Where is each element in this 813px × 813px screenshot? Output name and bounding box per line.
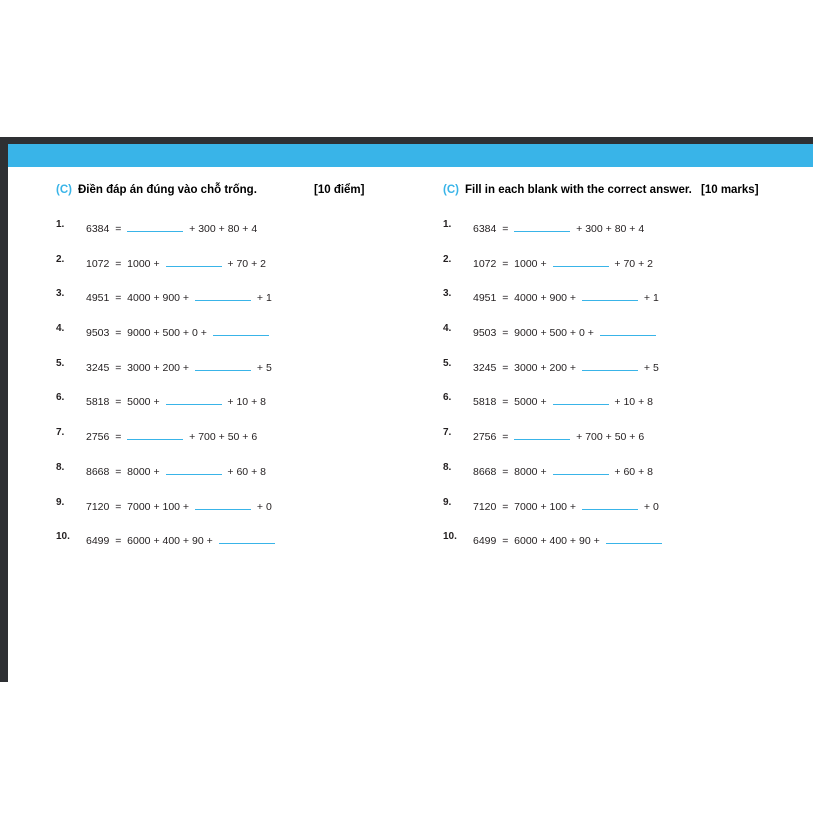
- question-expression: [86, 288, 272, 304]
- expression-token: 2756: [86, 431, 113, 444]
- expression-token: 4000 + 900 +: [124, 292, 192, 305]
- question-row: [443, 358, 813, 393]
- section-letter: (C): [56, 184, 72, 196]
- expression-token: 3245: [86, 361, 113, 374]
- answer-blank[interactable]: [166, 392, 222, 405]
- question-expression: [473, 531, 665, 547]
- answer-blank[interactable]: [219, 531, 275, 544]
- question-number: 4.: [443, 323, 452, 335]
- question-expression: [86, 462, 266, 478]
- answer-blank[interactable]: [166, 254, 222, 267]
- question-number: 9.: [56, 496, 65, 508]
- question-expression: [473, 219, 644, 235]
- question-list-vietnamese: [56, 219, 446, 566]
- question-row: [56, 392, 446, 427]
- answer-blank[interactable]: [600, 323, 656, 336]
- expression-token: + 10 + 8: [611, 396, 653, 409]
- answer-blank[interactable]: [514, 427, 570, 440]
- worksheet-page: [0, 137, 813, 682]
- expression-token: + 1: [640, 292, 659, 305]
- question-expression: [473, 427, 644, 443]
- question-number: 7.: [443, 427, 452, 439]
- question-row: [56, 497, 446, 532]
- question-number: 8.: [443, 461, 452, 473]
- expression-token: + 70 + 2: [224, 257, 266, 270]
- answer-blank[interactable]: [553, 254, 609, 267]
- expression-token: 2756: [473, 431, 500, 444]
- expression-token: =: [499, 431, 512, 444]
- question-row: [56, 531, 446, 566]
- section-instruction: Điền đáp án đúng vào chỗ trống.: [78, 184, 257, 196]
- expression-token: 1000 +: [124, 257, 163, 270]
- expression-token: + 300 + 80 + 4: [186, 223, 258, 235]
- answer-blank[interactable]: [195, 497, 251, 510]
- answer-blank[interactable]: [553, 462, 609, 475]
- expression-token: =: [112, 257, 125, 270]
- expression-token: + 0: [640, 500, 659, 513]
- expression-token: 3000 + 200 +: [124, 361, 192, 374]
- question-row: [56, 288, 446, 323]
- question-expression: [86, 427, 257, 443]
- page-left-frame: [0, 137, 8, 682]
- question-row: [443, 288, 813, 323]
- section-letter: (C): [443, 184, 459, 196]
- question-row: [56, 462, 446, 497]
- expression-token: =: [112, 535, 125, 548]
- expression-token: + 5: [253, 361, 272, 374]
- expression-token: 9503: [86, 327, 113, 340]
- answer-blank[interactable]: [606, 531, 662, 544]
- question-row: [56, 358, 446, 393]
- expression-token: 1072: [473, 257, 500, 270]
- expression-token: 9000 + 500 + 0 +: [511, 327, 597, 340]
- expression-token: =: [112, 500, 125, 513]
- expression-token: =: [499, 465, 512, 478]
- question-expression: [473, 462, 653, 478]
- expression-token: =: [499, 500, 512, 513]
- question-number: 8.: [56, 461, 65, 473]
- expression-token: =: [499, 361, 512, 374]
- expression-token: =: [499, 327, 512, 340]
- question-number: 5.: [443, 357, 452, 369]
- expression-token: 6000 + 400 + 90 +: [511, 535, 603, 548]
- question-row: [56, 219, 446, 254]
- section-marks: [10 marks]: [701, 184, 759, 196]
- answer-blank[interactable]: [213, 323, 269, 336]
- answer-blank[interactable]: [514, 219, 570, 232]
- expression-token: 3245: [473, 361, 500, 374]
- answer-blank[interactable]: [582, 288, 638, 301]
- question-number: 6.: [56, 392, 65, 404]
- expression-token: =: [112, 361, 125, 374]
- column-english: [443, 167, 813, 566]
- question-row: [56, 323, 446, 358]
- expression-token: 8000 +: [124, 465, 163, 478]
- expression-token: 3000 + 200 +: [511, 361, 579, 374]
- expression-token: 5000 +: [124, 396, 163, 409]
- expression-token: 5000 +: [511, 396, 550, 409]
- question-expression: [86, 358, 272, 374]
- question-row: [443, 462, 813, 497]
- expression-token: 8668: [86, 465, 113, 478]
- expression-token: + 60 + 8: [611, 465, 653, 478]
- expression-token: =: [499, 292, 512, 305]
- expression-token: 9503: [473, 327, 500, 340]
- expression-token: 5818: [473, 396, 500, 409]
- expression-token: 8000 +: [511, 465, 550, 478]
- question-number: 4.: [56, 323, 65, 335]
- expression-token: 6000 + 400 + 90 +: [124, 535, 216, 548]
- question-expression: [86, 497, 272, 513]
- page-top-frame: [0, 137, 813, 144]
- expression-token: 1072: [86, 257, 113, 270]
- answer-blank[interactable]: [553, 392, 609, 405]
- answer-blank[interactable]: [195, 358, 251, 371]
- expression-token: 9000 + 500 + 0 +: [124, 327, 210, 340]
- question-expression: [86, 531, 278, 547]
- expression-token: + 10 + 8: [224, 396, 266, 409]
- answer-blank[interactable]: [166, 462, 222, 475]
- question-expression: [86, 254, 266, 270]
- page-header-band: [8, 144, 813, 167]
- expression-token: + 1: [253, 292, 272, 305]
- expression-token: 6499: [473, 535, 500, 548]
- question-row: [443, 219, 813, 254]
- expression-token: + 70 + 2: [611, 257, 653, 270]
- expression-token: =: [112, 396, 125, 409]
- expression-token: =: [112, 431, 125, 444]
- expression-token: 4000 + 900 +: [511, 292, 579, 305]
- section-header-english: [443, 184, 813, 206]
- answer-blank[interactable]: [127, 219, 183, 232]
- answer-blank[interactable]: [127, 427, 183, 440]
- question-expression: [473, 392, 653, 408]
- section-instruction: Fill in each blank with the correct answer.: [465, 184, 692, 196]
- question-number: 7.: [56, 427, 65, 439]
- section-marks: [10 điểm]: [314, 184, 365, 196]
- question-expression: [86, 392, 266, 408]
- question-row: [56, 254, 446, 289]
- expression-token: + 700 + 50 + 6: [186, 431, 258, 444]
- question-number: 3.: [443, 288, 452, 300]
- question-row: [443, 427, 813, 462]
- question-row: [56, 427, 446, 462]
- column-vietnamese: [56, 167, 446, 566]
- expression-token: =: [499, 396, 512, 409]
- expression-token: + 300 + 80 + 4: [573, 223, 645, 235]
- answer-blank[interactable]: [582, 358, 638, 371]
- question-list-english: [443, 219, 813, 566]
- question-number: 9.: [443, 496, 452, 508]
- question-number: 5.: [56, 357, 65, 369]
- question-expression: [86, 219, 257, 235]
- question-expression: [473, 358, 659, 374]
- question-row: [443, 531, 813, 566]
- question-number: 10.: [443, 531, 457, 543]
- question-expression: [473, 323, 659, 339]
- answer-blank[interactable]: [582, 497, 638, 510]
- expression-token: 6384: [473, 223, 500, 235]
- expression-token: 7000 + 100 +: [511, 500, 579, 513]
- expression-token: 6384: [86, 223, 113, 235]
- expression-token: 4951: [473, 292, 500, 305]
- worksheet-content: [8, 167, 813, 682]
- answer-blank[interactable]: [195, 288, 251, 301]
- expression-token: =: [112, 292, 125, 305]
- question-row: [443, 254, 813, 289]
- expression-token: 7000 + 100 +: [124, 500, 192, 513]
- expression-token: 8668: [473, 465, 500, 478]
- question-expression: [473, 254, 653, 270]
- question-number: 2.: [56, 253, 65, 265]
- question-expression: [473, 288, 659, 304]
- expression-token: 5818: [86, 396, 113, 409]
- question-row: [443, 497, 813, 532]
- expression-token: =: [499, 535, 512, 548]
- question-number: 2.: [443, 253, 452, 265]
- question-row: [443, 323, 813, 358]
- question-number: 1.: [56, 219, 65, 230]
- question-number: 3.: [56, 288, 65, 300]
- question-expression: [86, 323, 272, 339]
- expression-token: + 0: [253, 500, 272, 513]
- section-header-vietnamese: [56, 184, 446, 206]
- expression-token: =: [499, 223, 512, 235]
- expression-token: 4951: [86, 292, 113, 305]
- expression-token: =: [112, 327, 125, 340]
- expression-token: =: [112, 465, 125, 478]
- expression-token: + 60 + 8: [224, 465, 266, 478]
- expression-token: 7120: [473, 500, 500, 513]
- question-number: 6.: [443, 392, 452, 404]
- question-number: 10.: [56, 531, 70, 543]
- question-expression: [473, 497, 659, 513]
- expression-token: =: [112, 223, 125, 235]
- question-number: 1.: [443, 219, 452, 230]
- expression-token: 7120: [86, 500, 113, 513]
- expression-token: 1000 +: [511, 257, 550, 270]
- question-row: [443, 392, 813, 427]
- expression-token: =: [499, 257, 512, 270]
- expression-token: + 700 + 50 + 6: [573, 431, 645, 444]
- expression-token: 6499: [86, 535, 113, 548]
- expression-token: + 5: [640, 361, 659, 374]
